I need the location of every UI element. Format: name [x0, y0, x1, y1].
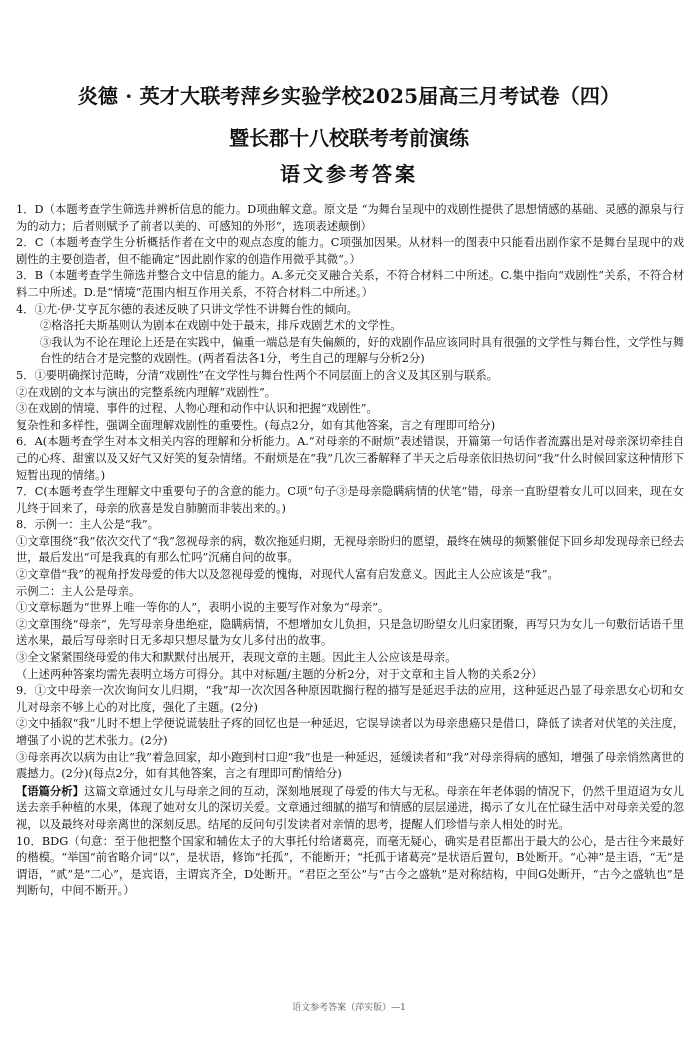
passage-analysis-label: 【语篇分析】: [16, 783, 84, 798]
answer-q9-point2: ②文中插叙“我”儿时不想上学便说谎装肚子疼的回忆也是一种延迟，它误导读者以为母亲患癌只是借口，降低了读者对伏笔的关注度，增强了小说的艺术张力。(2分): [16, 717, 684, 747]
answer-key-heading: 语文参考答案: [280, 162, 418, 186]
page-footer: 语文参考答案（萍实版）—1: [292, 1003, 406, 1013]
exam-subtitle: 暨长郡十八校联考考前演练: [229, 126, 469, 150]
answer-q8-ex2-point2: ②文章围绕“母亲”，先写母亲身患绝症，隐瞒病情，不想增加女儿负担，只是急切盼望女儿归家团聚，再写只为女儿一句敷衍话语千里送水果，最后写母亲时日无多却只想尽量为女儿多付出的故事。: [16, 617, 684, 648]
passage-analysis: [16, 783, 684, 834]
answer-q5-point1: 5．①要明确探讨范畴，分清“戏剧性”在文学性与舞台性两个不同层面上的含义及其区别与联系。: [16, 368, 498, 382]
passage-analysis-text: 这篇文章通过女儿与母亲之间的互动，深刻地展现了母爱的伟大与无私。母亲在年老体弱的情况下，仍然千里迢迢为女儿送去亲手种植的水果，体现了她对女儿的深切关爱。文章通过细腻的描写和情感的层层递进，揭示了女儿在忙碌生活中对母亲关爱的忽视，以及最终对母亲离世的深刻反思。结尾的反问句引发读者对亲情的思考，提醒人们珍惜与亲人相处的时光。: [16, 784, 684, 831]
answer-q3: 3．B（本题考查学生筛选并整合文中信息的能力。A.多元交叉融合关系，不符合材料二中所述。C.集中指向“戏剧性”关系，不符合材料二中所述。D.是“情境”范围内相互作用关系，不符合材料二中所述。）: [16, 269, 684, 299]
answer-q8-example2: 示例二：主人公是母亲。: [16, 584, 141, 598]
answer-q8-ex2-point3: ③全文紧紧围绕母爱的伟大和默默付出展开，表现文章的主题。因此主人公应该是母亲。: [16, 651, 457, 665]
answer-q4-point3: ③我认为不论在理论上还是在实践中，偏重一端总是有失偏颇的，好的戏剧作品应该同时具有很强的文学性与舞台性，文学性与舞台性的结合才是完整的戏剧性。(两者看法各1分，考生自己的理解与分析2分): [40, 335, 684, 366]
answer-q8-scoring-note: （上述两种答案均需先表明立场方可得分。其中对标题/主题的分析2分，对于文章和主旨人物的关系2分）: [16, 667, 543, 681]
answer-q9-point1: 9．①文中母亲一次次询问女儿归期，“我”却一次次因各种原因耽搁行程的描写是延迟手法的应用，这种延迟凸显了母亲思女心切和女儿对母亲不够上心的对比度，强化了主题。(2分): [16, 684, 684, 714]
exam-title: 炎德 · 英才大联考萍乡实验学校2025届高三月考试卷（四）: [77, 84, 621, 108]
answer-q8-example1: 8．示例一：主人公是“我”。: [16, 518, 160, 532]
answer-q1: 1．D（本题考查学生筛选并辨析信息的能力。D项曲解文意。原文是 “为舞台呈现中的戏剧性提供了思想情感的基础、灵感的源泉与行为的动力；后者则赋予了前者以美的、可感知的外形”，选项表述颠倒）: [16, 203, 684, 233]
answer-q9-point3: ③母亲再次以病为由让“我”着急回家，却小跑到村口迎“我”也是一种延迟，延缓读者和“我”对母亲得病的感知，增强了母亲悄然离世的震撼力。(2分)(每点2分，如有其他答案，言之有理即可酌情给分): [16, 750, 684, 781]
answer-q2: 2．C（本题考查学生分析概括作者在文中的观点态度的能力。C项强加因果。从材料一的图表中只能看出剧作家不是舞台呈现中的戏剧性的主要创造者，但不能确定“因此剧作家的创造作用微乎其微”。）: [16, 236, 684, 266]
answer-q8-ex2-point1: ①文章标题为“世界上唯一等你的人”，表明小说的主要写作对象为“母亲”。: [16, 601, 390, 615]
answer-q4-point2: ②格洛托夫斯基则认为剧本在戏剧中处于最末，排斥戏剧艺术的文学性。: [40, 319, 402, 333]
answer-q6: 6．A(本题考查学生对本文相关内容的理解和分析能力。A.“对母亲的不耐烦”表述错误，开篇第一句话作者流露出是对母亲深切牵挂自己的心疼、甜蜜以及又好气又好笑的复杂情绪。不耐烦是在“我”几次三番解释了半天之后母亲依旧热切问“我”什么时候回家这种情形下短暂出现的情绪。): [16, 435, 684, 482]
answer-q4-point1: 4．①尤·伊·艾亨瓦尔德的表述反映了只讲文学性不讲舞台性的倾向。: [16, 302, 358, 316]
answer-body: [16, 202, 684, 900]
answer-q10: 10．BDG（句意：至于他把整个国家和辅佐太子的大事托付给诸葛亮，而毫无疑心，确实是君臣都出于最大的公心，是古往今来最好的楷模。“举国”前省略介词“以”，是状语，修饰“托孤”，不能断开；“托孤于诸葛亮”是状语后置句，B处断开。“心神”是主语，“无”是谓语，“贰”是“二心”，是宾语，主谓宾齐全，D处断开。“君臣之至公”与“古今之盛轨”是对称结构，中间G处断开，“古今之盛轨也”是判断句，中间不断开。）: [16, 834, 684, 898]
answer-q5-point3: ③在戏剧的情境、事件的过程、人物心理和动作中认识和把握“戏剧性”。: [16, 402, 378, 416]
answer-q5-summary: 复杂性和多样性，强调全面理解戏剧性的重要性。(每点2分，如有其他答案，言之有理即可给分): [16, 418, 496, 432]
answer-q7: 7．C(本题考查学生理解文中重要句子的含意的能力。C项“句子③是母亲隐瞒病情的伏笔”错，母亲一直盼望着女儿可以回来，现在女儿终于回来了，母亲的欣喜是发自肺腑而非装出来的。): [16, 485, 684, 515]
answer-q8-ex1-point1: ①文章围绕“我”依次交代了“我”忽视母亲的病，数次拖延归期，无视母亲盼归的愿望，最终在姨母的频繁催促下回乡却发现母亲已经去世，最后发出“可是我真的有那么忙吗”沉痛自问的故事。: [16, 534, 684, 565]
answer-q8-ex1-point2: ②文章借“我”的视角抒发母爱的伟大以及忽视母爱的愧悔，对现代人富有启发意义。因此主人公应该是“我”。: [16, 568, 559, 582]
answer-q5-point2: ②在戏剧的文本与演出的完整系统内理解“戏剧性”。: [16, 385, 277, 399]
